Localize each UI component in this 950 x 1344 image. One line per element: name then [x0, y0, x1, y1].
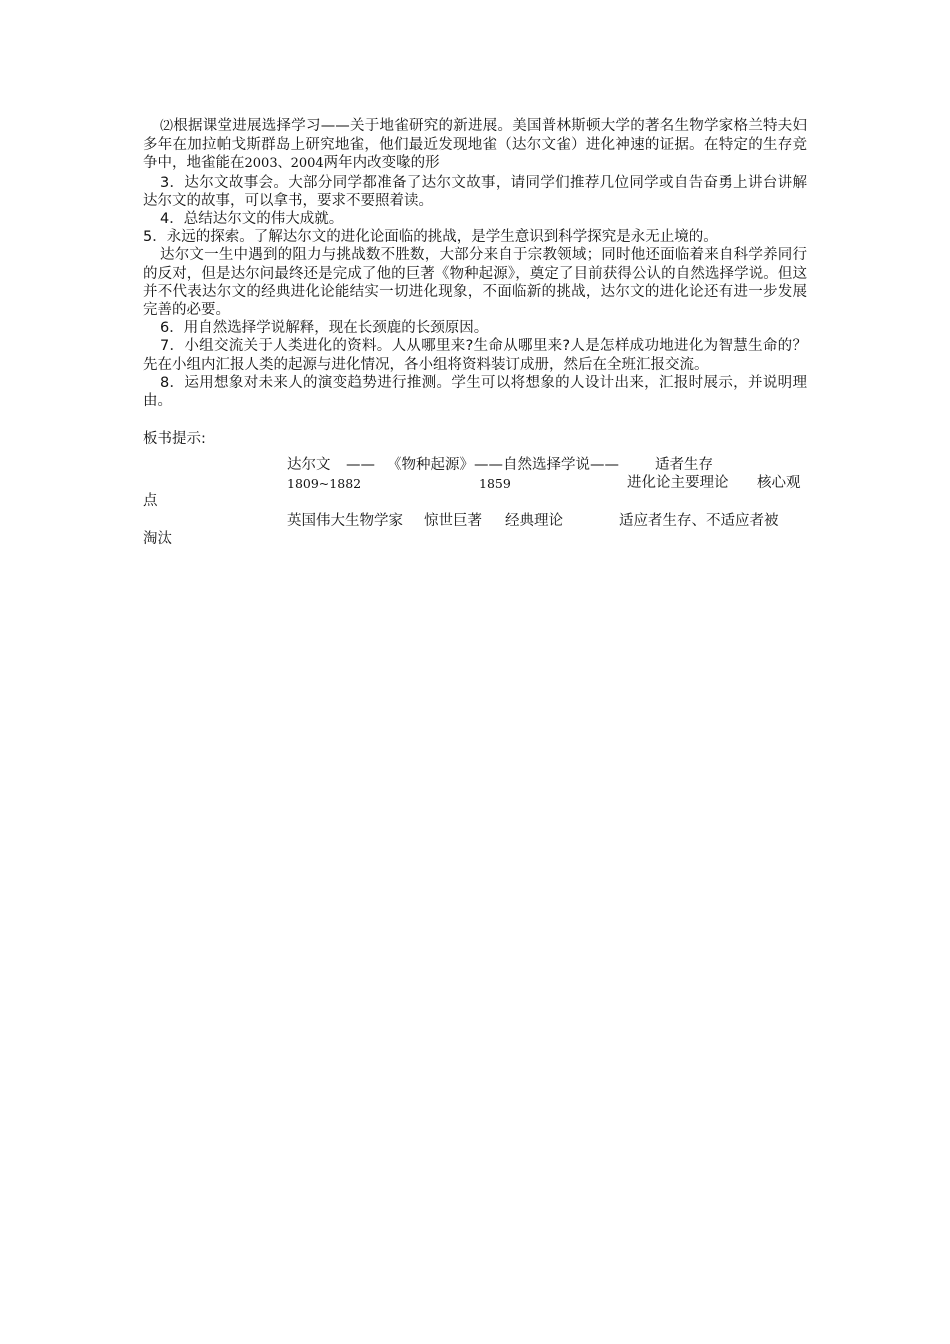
board-core: 核心观: [757, 475, 801, 492]
board-eliminated: 淘汰: [143, 531, 172, 548]
board-classic-theory: 经典理论: [505, 513, 563, 530]
board-dash: ——: [346, 457, 375, 474]
paragraph-story-session: 3．达尔文故事会。大部分同学都准备了达尔文故事，请同学们推荐几位同学或自告奋勇上讲台讲解达尔文的故事，可以拿书，要求不要照着读。: [143, 174, 807, 209]
item-number: ⑵: [160, 119, 174, 134]
document-body: [143, 117, 807, 548]
paragraph-challenges: 达尔文一生中遇到的阻力与挑战数不胜数，大部分来自于宗教领域；同时他还面临着来自科学养同行的反对，但是达尔问最终还是完成了他的巨著《物种起源》，奠定了目前获得公认的自然选择学说。但这并不代表达尔文的经典进化论能结实一切进化现象，不面临新的挑战，达尔文的进化论还有进一步发展完善的必要。: [143, 247, 807, 319]
board-main-theory: 进化论主要理论: [627, 475, 729, 492]
board-darwin: 达尔文: [287, 457, 331, 474]
board-biologist: 英国伟大生物学家: [287, 513, 403, 530]
board-survival: 适者生存: [655, 457, 713, 474]
board-origin-chain: 《物种起源》——自然选择学说——: [387, 457, 619, 474]
paragraph-achievements: 4．总结达尔文的伟大成就。: [160, 211, 344, 228]
paragraph-giraffe: 6．用自然选择学说解释，现在长颈鹿的长颈原因。: [160, 320, 489, 337]
board-label: 板书提示:: [143, 431, 206, 448]
board-core-end: 点: [143, 493, 158, 510]
paragraph-exploration: 5．永远的探索。了解达尔文的进化论面临的挑战，是学生意识到科学探究是永无止境的。: [143, 229, 718, 246]
board-outline: [143, 456, 807, 548]
board-masterpiece: 惊世巨著: [424, 513, 482, 530]
item-number: 5．: [143, 229, 167, 246]
paragraph-future-human: 8．运用想象对未来人的演变趋势进行推测。学生可以将想象的人设计出来，汇报时展示，并说明理由。: [143, 374, 807, 410]
paragraph-ground-finch: ⑵根据课堂进展选择学习——关于地雀研究的新进展。美国普林斯顿大学的著名生物学家格兰特夫妇多年在加拉帕戈斯群岛上研究地雀，他们最近发现地雀（达尔文雀）进化神速的证据。在特定的生存竞争中，地雀能在2003、2004两年内改变喙的形: [143, 118, 807, 172]
board-lifespan: 1809~1882: [287, 476, 362, 492]
paragraph-human-evolution: 7．小组交流关于人类进化的资料。人从哪里来?生命从哪里来?人是怎样成功地进化为智慧生命的？先在小组内汇报人类的起源与进化情况，各小组将资料装订成册，然后在全班汇报交流。: [143, 338, 807, 373]
board-year: 1859: [479, 476, 511, 492]
board-fit-survive: 适应者生存、不适应者被: [619, 513, 779, 530]
